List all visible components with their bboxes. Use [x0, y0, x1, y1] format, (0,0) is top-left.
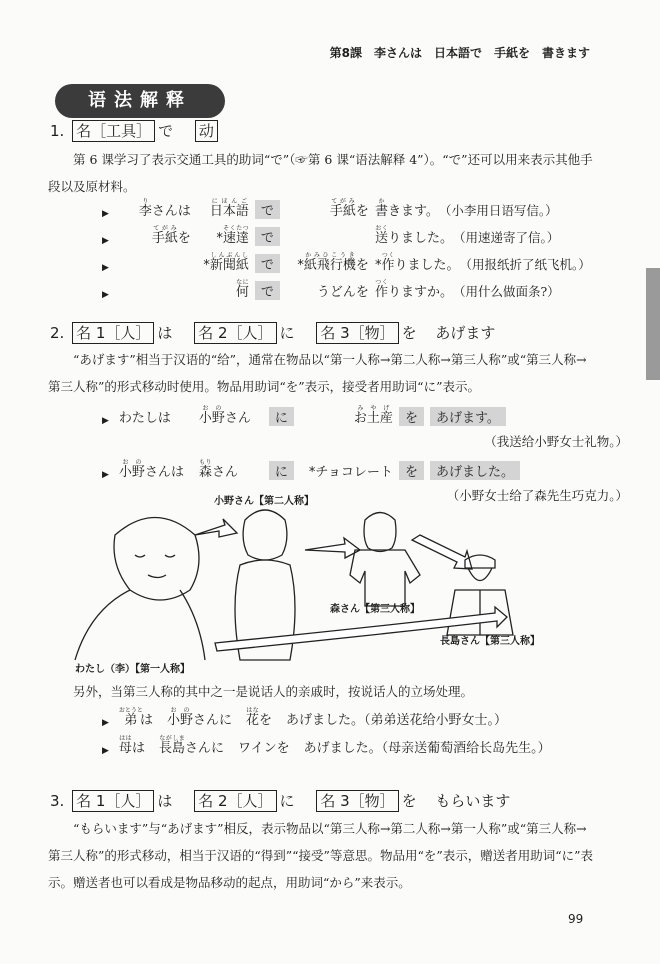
- furigana: おく: [374, 225, 388, 232]
- example-segment: 母ははは: [118, 735, 145, 756]
- example-sentence: [102, 193, 558, 219]
- pattern-box: 名 3［物］: [316, 790, 398, 812]
- example-segment: 小野おのさんに: [166, 707, 232, 728]
- example-segment: 書かきます。: [374, 198, 439, 219]
- example-segment: に: [269, 407, 294, 426]
- furigana: はは: [118, 735, 132, 742]
- item-number: 1.: [50, 122, 65, 140]
- example-segment: 送おくりました。: [374, 225, 453, 246]
- person-third-mori: [350, 513, 420, 607]
- furigana: そくたつ: [222, 225, 249, 232]
- example-segment: に: [269, 461, 294, 480]
- explanation-paragraph: “あげます”相当于汉语的“给”，通常在物品以“第一人称→第二人称→第三人称”或“第三人称→第三人称”的形式移动时使用。物品用助词“を”表示，接受者用助词“に”表示。: [48, 352, 587, 394]
- furigana: もり: [198, 459, 212, 466]
- particle: を: [401, 792, 417, 810]
- example-segment: わたしは: [118, 411, 171, 426]
- example-segment: *速達そくたつ: [216, 225, 249, 246]
- example-segment: 小野おのさん: [198, 405, 251, 426]
- example-segment: を: [399, 461, 424, 480]
- example-segment: （小李用日语写信。）: [438, 203, 558, 218]
- bullet-triangle-icon: ▶: [102, 718, 109, 728]
- furigana: かみひこうき: [303, 252, 356, 259]
- example-sentence: [102, 274, 560, 300]
- arrow-icon: [195, 519, 237, 537]
- arrow-icon: [305, 538, 360, 558]
- grammar-heading-1: [50, 120, 221, 142]
- example-segment: あげます。: [430, 407, 506, 426]
- explanation-paragraph: 另外，当第三人称的其中之一是说话人的亲戚时，按说话人的立场处理。: [73, 684, 474, 699]
- example-segment: *新聞紙しんぶんし: [203, 252, 249, 273]
- bullet-triangle-icon: ▶: [102, 236, 109, 246]
- explanation-paragraph: 第 6 课学习了表示交通工具的助词“で”（☞第 6 课“语法解释 4”）。“で”还可以用来表示其他手段以及原材料。: [48, 152, 593, 194]
- example-segment: 手紙てがみを: [151, 225, 191, 246]
- pattern-box: 动: [195, 120, 218, 142]
- example-sentence: [102, 220, 559, 246]
- furigana: おの: [198, 405, 225, 412]
- label-third-person-mori: 森さん【第三人称】: [330, 604, 420, 615]
- bullet-triangle-icon: ▶: [102, 746, 109, 756]
- label-second-person: 小野さん【第二人称】: [214, 496, 314, 507]
- example-segment: で: [255, 281, 280, 300]
- verb: もらいます: [435, 792, 511, 810]
- example-segment: あげました。（弟弟送花给小野女士。）: [286, 713, 508, 728]
- furigana: おとうと: [118, 707, 143, 714]
- example-segment: ワインを: [237, 741, 290, 756]
- furigana: しんぶんし: [209, 252, 249, 259]
- example-segment: *チョコレート: [308, 465, 393, 480]
- furigana: か: [374, 198, 388, 205]
- example-segment: 花はなを: [245, 707, 273, 728]
- bullet-triangle-icon: ▶: [102, 209, 109, 219]
- example-sentence: [102, 702, 521, 728]
- example-segment: （用报纸折了纸飞机。）: [459, 257, 591, 272]
- verb: あげます: [435, 324, 496, 342]
- pattern-box: 名 1［人］: [72, 790, 154, 812]
- page-number: 99: [568, 912, 584, 926]
- person-first-woman: [75, 518, 205, 661]
- arrow-icon: [412, 535, 472, 569]
- example-segment: 長島ながしまさんに: [158, 735, 224, 756]
- pattern-box: 名 2［人］: [194, 322, 276, 344]
- example-segment: （用速递寄了信。）: [452, 230, 560, 245]
- translation: （我送给小野女士礼物。）: [484, 434, 628, 449]
- furigana: みやげ: [353, 405, 393, 412]
- example-segment: *作つくりました。: [374, 252, 460, 273]
- furigana: おの: [118, 459, 145, 466]
- bullet-triangle-icon: ▶: [102, 470, 109, 480]
- explanation-paragraph: “もらいます”与“あげます”相反，表示物品以“第三人称→第二人称→第一人称”或“第三人称→第三人称”的形式移动，相当于汉语的“得到”“接受”等意思。物品用“を”表示，赠送者用助词“に”表示。赠送者也可以看成是物品移动的起点，用助词“から”来表示。: [48, 821, 594, 890]
- particle: に: [279, 792, 295, 810]
- example-segment: 日本語にほんご: [209, 198, 249, 219]
- furigana: おの: [166, 707, 193, 714]
- running-header: 第8課 李さんは 日本語で 手紙を 書きます: [329, 46, 590, 60]
- furigana: にほんご: [209, 198, 249, 205]
- particle: は: [157, 792, 173, 810]
- example-segment: *紙飛行機かみひこうきを: [297, 252, 369, 273]
- example-segment: 森もりさん: [198, 459, 238, 480]
- furigana: てがみ: [151, 225, 178, 232]
- furigana: つく: [374, 279, 388, 286]
- example-sentence: [102, 454, 520, 480]
- furigana: つく: [381, 252, 395, 259]
- furigana: なに: [235, 279, 249, 286]
- label-first-person: わたし（李）【第一人称】: [75, 664, 190, 675]
- example-segment: で: [255, 200, 280, 219]
- example-segment: 何なに: [235, 279, 249, 300]
- bullet-triangle-icon: ▶: [102, 416, 109, 426]
- grammar-heading-3: [50, 790, 510, 812]
- example-sentence: [102, 247, 591, 273]
- example-sentence: [102, 730, 565, 756]
- bullet-triangle-icon: ▶: [102, 290, 109, 300]
- chapter-thumb-tab: [646, 268, 660, 380]
- furigana: てがみ: [329, 198, 356, 205]
- example-segment: あげました。: [430, 461, 520, 480]
- example-segment: 手紙てがみを: [329, 198, 369, 219]
- pattern-box: 名 3［物］: [316, 322, 398, 344]
- furigana: はな: [245, 707, 259, 714]
- particle: に: [279, 324, 295, 342]
- particle: で: [158, 122, 174, 140]
- example-segment: 小野おのさんは: [118, 459, 184, 480]
- example-segment: で: [255, 227, 280, 246]
- example-segment: を: [399, 407, 424, 426]
- pattern-box: 名［工具］: [72, 120, 155, 142]
- furigana: り: [138, 198, 152, 205]
- example-segment: で: [255, 254, 280, 273]
- particle: を: [401, 324, 417, 342]
- example-segment: （用什么做面条?）: [452, 284, 560, 299]
- example-sentence: [102, 400, 506, 426]
- example-segment: あげました。（母亲送葡萄酒给长岛先生。）: [303, 741, 551, 756]
- example-segment: お土産みやげ: [353, 405, 393, 426]
- furigana: ながしま: [158, 735, 185, 742]
- item-number: 3.: [50, 792, 65, 810]
- example-segment: 李りさんは: [138, 198, 191, 219]
- item-number: 2.: [50, 324, 65, 342]
- example-segment: 作つくりますか。: [374, 279, 453, 300]
- example-segment: うどんを: [316, 285, 369, 300]
- grammar-heading-2: [50, 322, 495, 344]
- pattern-box: 名 2［人］: [194, 790, 276, 812]
- section-title: 语法解释: [55, 84, 225, 118]
- bullet-triangle-icon: ▶: [102, 263, 109, 273]
- pattern-box: 名 1［人］: [72, 322, 154, 344]
- particle: は: [157, 324, 173, 342]
- example-segment: 弟おとうとは: [118, 707, 153, 728]
- translation: （小野女士给了森先生巧克力。）: [446, 488, 628, 503]
- label-third-person-nagashima: 長島さん【第三人称】: [440, 636, 540, 647]
